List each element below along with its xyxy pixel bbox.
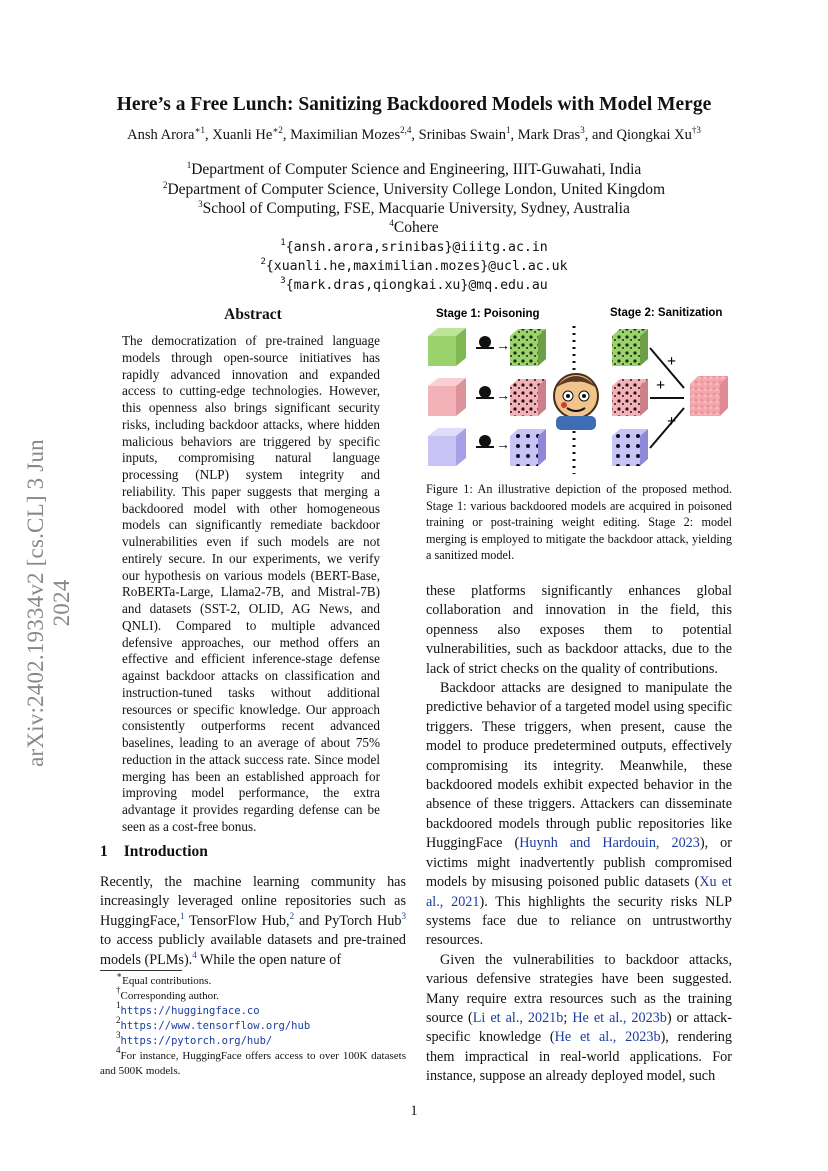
affiliation [0, 218, 828, 238]
footnote-text: Equal contributions. [122, 975, 212, 987]
skull-icon [476, 386, 494, 399]
page-number: 1 [410, 1103, 418, 1119]
body-text: to access publicly available datasets and pre-trained models (PLMs). [100, 932, 406, 968]
backdoored-model-cube-pink [612, 379, 648, 416]
citation-link[interactable]: He et al., 2023b [572, 1009, 667, 1026]
email-line [0, 238, 828, 258]
footnote-link[interactable]: https://huggingface.co [120, 1005, 260, 1017]
footnote [100, 1045, 406, 1078]
arrow-icon: → [496, 438, 510, 453]
email-text: {mark.dras,qiongkai.xu}@mq.edu.au [285, 278, 548, 293]
email-line [0, 257, 828, 277]
section-title: Introduction [123, 843, 208, 860]
abstract-heading: Abstract [224, 306, 282, 323]
backdoored-model-cube-lavender [612, 429, 648, 466]
intro-paragraph [100, 873, 406, 970]
section-number: 1 [100, 843, 108, 860]
clean-model-cube-lavender [428, 428, 466, 466]
abstract-body: The democratization of pre-trained language models through open-source initiatives has rapidly advanced innovation and expanded access to cutting-edge technologies. However, this openness also brings significant security risks, including backdoor attacks, where hidden malicious behaviors are triggered by specific inputs, compromising natural language processing (NLP) system integrity and reliability. This paper suggests that merging a backdoored model with other homogeneous models can significantly remediate backdoor vulnerabilities even if such models are not entirely secure. In our experiments, we verify our hypothesis on various models (BERT-Base, RoBERTa-Large, Llama2-7B, and Mistral-7B) and datasets (SST-2, OLID, AG News, and QNLI). Compared to multiple advanced defensive approaches, our method offers an effective and efficient inference-stage defense against backdoor attacks on classification and instruction-tuned tasks without additional resources or specific knowledge. Our approach consistently outperforms recent advanced baselines, leading to an average of about 75% reduction in the attack success rate. Since model merging has been an established approach for improving model performance, the extra advantage it provides regarding defense can be seen as a cost-free bonus. [122, 333, 380, 834]
footnote-rule [100, 970, 182, 971]
author-name: Maximilian Mozes [290, 127, 401, 143]
backdoored-model-cube-green [612, 329, 648, 366]
body-text: TensorFlow Hub, [184, 912, 290, 929]
affiliation-mark: 1 [186, 160, 192, 170]
footnote-mark: 3 [116, 1030, 121, 1040]
email-text: {xuanli.he,maximilian.mozes}@ucl.ac.uk [265, 259, 568, 274]
email-text: {ansh.arora,srinibas}@iiitg.ac.in [285, 240, 548, 255]
affiliation-text: School of Computing, FSE, Macquarie University, Sydney, Australia [202, 200, 630, 217]
skull-icon [476, 435, 494, 448]
citation-link[interactable]: Li et al., 2021b [472, 1009, 564, 1026]
stage2-label: Stage 2: Sanitization [610, 307, 723, 319]
paragraph: these platforms significantly enhances global collaboration and innovation in the field, this openness also exposes them to potential vulnerabilities, such as backdoor attacks, due to the lack of strict checks on the quality of contributions. [426, 583, 732, 677]
email-mark: 1 [280, 238, 286, 248]
footnote-mark: 2 [116, 1015, 121, 1025]
author-list: Ansh Arora$^{∗1}$, Xuanli $He^{∗2}$, Maximilian Mozes$^{2,4}$, Srinibas Swain$^1$, Mark Dras$^3$, and Qiongkai Xu$^{\dagger 3}$ [127, 125, 701, 143]
author-affiliation-mark: ∗2 [272, 125, 283, 135]
footnote-mark: 1 [116, 1000, 121, 1010]
paragraph [426, 951, 732, 1087]
author-name: Xuanli He [212, 127, 273, 143]
footnote-ref[interactable]: 4 [192, 949, 197, 960]
skull-icon [476, 336, 494, 349]
body-text: ), or victims might inadvertently publish compromised models by misusing poisoned public datasets ( [426, 835, 732, 891]
backdoored-model-cube-pink [510, 379, 546, 416]
body-text: While the open nature of [196, 951, 342, 968]
footnote-ref[interactable]: 3 [401, 910, 406, 921]
footnote-mark: † [116, 985, 121, 995]
body-text: and PyTorch Hub [294, 912, 402, 929]
footnote [116, 970, 406, 989]
author-affiliation-mark: 2,4 [400, 125, 412, 135]
email-line [0, 276, 828, 296]
footnote [116, 985, 406, 1004]
author-name: Srinibas Swain [418, 127, 507, 143]
footnote-link[interactable]: https://pytorch.org/hub/ [120, 1035, 273, 1047]
clean-model-cube-green [428, 328, 466, 366]
affiliation-text: Department of Computer Science and Engineering, IIIT-Guwahati, India [191, 161, 642, 178]
merge-plus-sign: + [667, 353, 677, 370]
body-text: ) or attack-specific knowledge ( [426, 1009, 732, 1046]
email-mark: 3 [280, 276, 286, 286]
affiliation [0, 199, 828, 219]
author-affiliation-mark: †3 [691, 125, 701, 135]
affiliation [0, 160, 828, 180]
footnote-link[interactable]: https://www.tensorflow.org/hub [120, 1020, 311, 1032]
figure-1 [424, 302, 734, 477]
author-affiliation-mark: 3 [580, 125, 585, 135]
arxiv-identifier: arXiv:2402.19334v2 [cs.CL] 3 Jun 2024 [23, 439, 74, 767]
figure-1-illustration [424, 302, 734, 477]
body-text: ), rendering them impractical in real-world applications. For instance, suppose an already deployed model, such [426, 1029, 732, 1085]
citation-link[interactable]: Xu et al., 2021 [426, 874, 732, 910]
affiliation [0, 180, 828, 200]
body-text: ). This highlights the security risks NLP systems face due to reliance on untrustworthy resources. [426, 893, 732, 949]
arrow-icon: → [496, 389, 510, 404]
citation-link[interactable]: Huynh and Hardouin, 2023 [519, 835, 700, 852]
footnote-text: For instance, HuggingFace offers access to over 100K datasets and 500K models. [100, 1050, 406, 1077]
merge-plus-sign: + [667, 413, 677, 430]
author-affiliation-mark: 1 [506, 125, 511, 135]
footnote-ref[interactable]: 1 [180, 910, 185, 921]
footnote [116, 1030, 406, 1049]
right-column-text [426, 582, 732, 1087]
body-text: Given the vulnerabilities to backdoor attacks, various defensive strategies have been suggested. Many require extra resources such as the training source ( [426, 951, 732, 1026]
footnote [116, 1000, 406, 1019]
email-mark: 2 [260, 257, 266, 267]
backdoored-model-cube-lavender [510, 429, 546, 466]
footnote-ref[interactable]: 2 [289, 910, 295, 921]
arrow-icon: → [496, 339, 510, 354]
body-text: Backdoor attacks are designed to manipulate the predictive behavior of a targeted model using specific triggers. These triggers, when present, cause the model to produce predetermined outputs, effectively compromising its integrity. Meanwhile, these backdoored models exhibit expected behavior in the absence of these triggers. Attackers can disseminate backdoored models through public repositories like HuggingFace ( [426, 680, 732, 852]
body-text: ; [563, 1009, 573, 1026]
affiliation-mark: 2 [162, 180, 168, 190]
affiliation-mark: 3 [198, 199, 203, 209]
author-affiliation-mark: ∗1 [194, 125, 206, 135]
paper-title: Here’s a Free Lunch: Sanitizing Backdoored Models with Model Merge [116, 94, 712, 115]
footnote-mark: ∗ [116, 970, 123, 980]
author-name: Qiongkai Xu [616, 127, 692, 143]
body-text: Recently, the machine learning community has increasingly leveraged online repositories such as HuggingFace, [100, 874, 406, 929]
paragraph [426, 679, 732, 951]
doctor-mascot-icon [554, 374, 598, 430]
sanitized-model-cube [690, 376, 728, 416]
clean-model-cube-pink [428, 378, 466, 416]
stage1-label: Stage 1: Poisoning [436, 308, 540, 320]
backdoored-model-cube-green [510, 329, 546, 366]
citation-link[interactable]: He et al., 2023b [554, 1029, 661, 1046]
author-name: Mark Dras [517, 127, 581, 143]
author-name: Ansh Arora [127, 127, 195, 143]
affiliation-text: Cohere [393, 219, 439, 236]
merge-plus-sign: + [656, 377, 666, 394]
footnote-mark: 4 [116, 1045, 121, 1055]
figure-1-caption: Figure 1: An illustrative depiction of the proposed method. Stage 1: various backdoored models are acquired in poisoned training or post-training weight editing. Stage 2: model merging is employed to mitigate the backdoor attack, yielding a sanitized model. [426, 482, 732, 563]
footnote [116, 1015, 406, 1034]
footnote-text: Corresponding author. [120, 990, 219, 1002]
affiliation-mark: 4 [389, 218, 394, 228]
affiliation-text: Department of Computer Science, University College London, United Kingdom [167, 181, 666, 198]
section-heading [100, 843, 208, 861]
